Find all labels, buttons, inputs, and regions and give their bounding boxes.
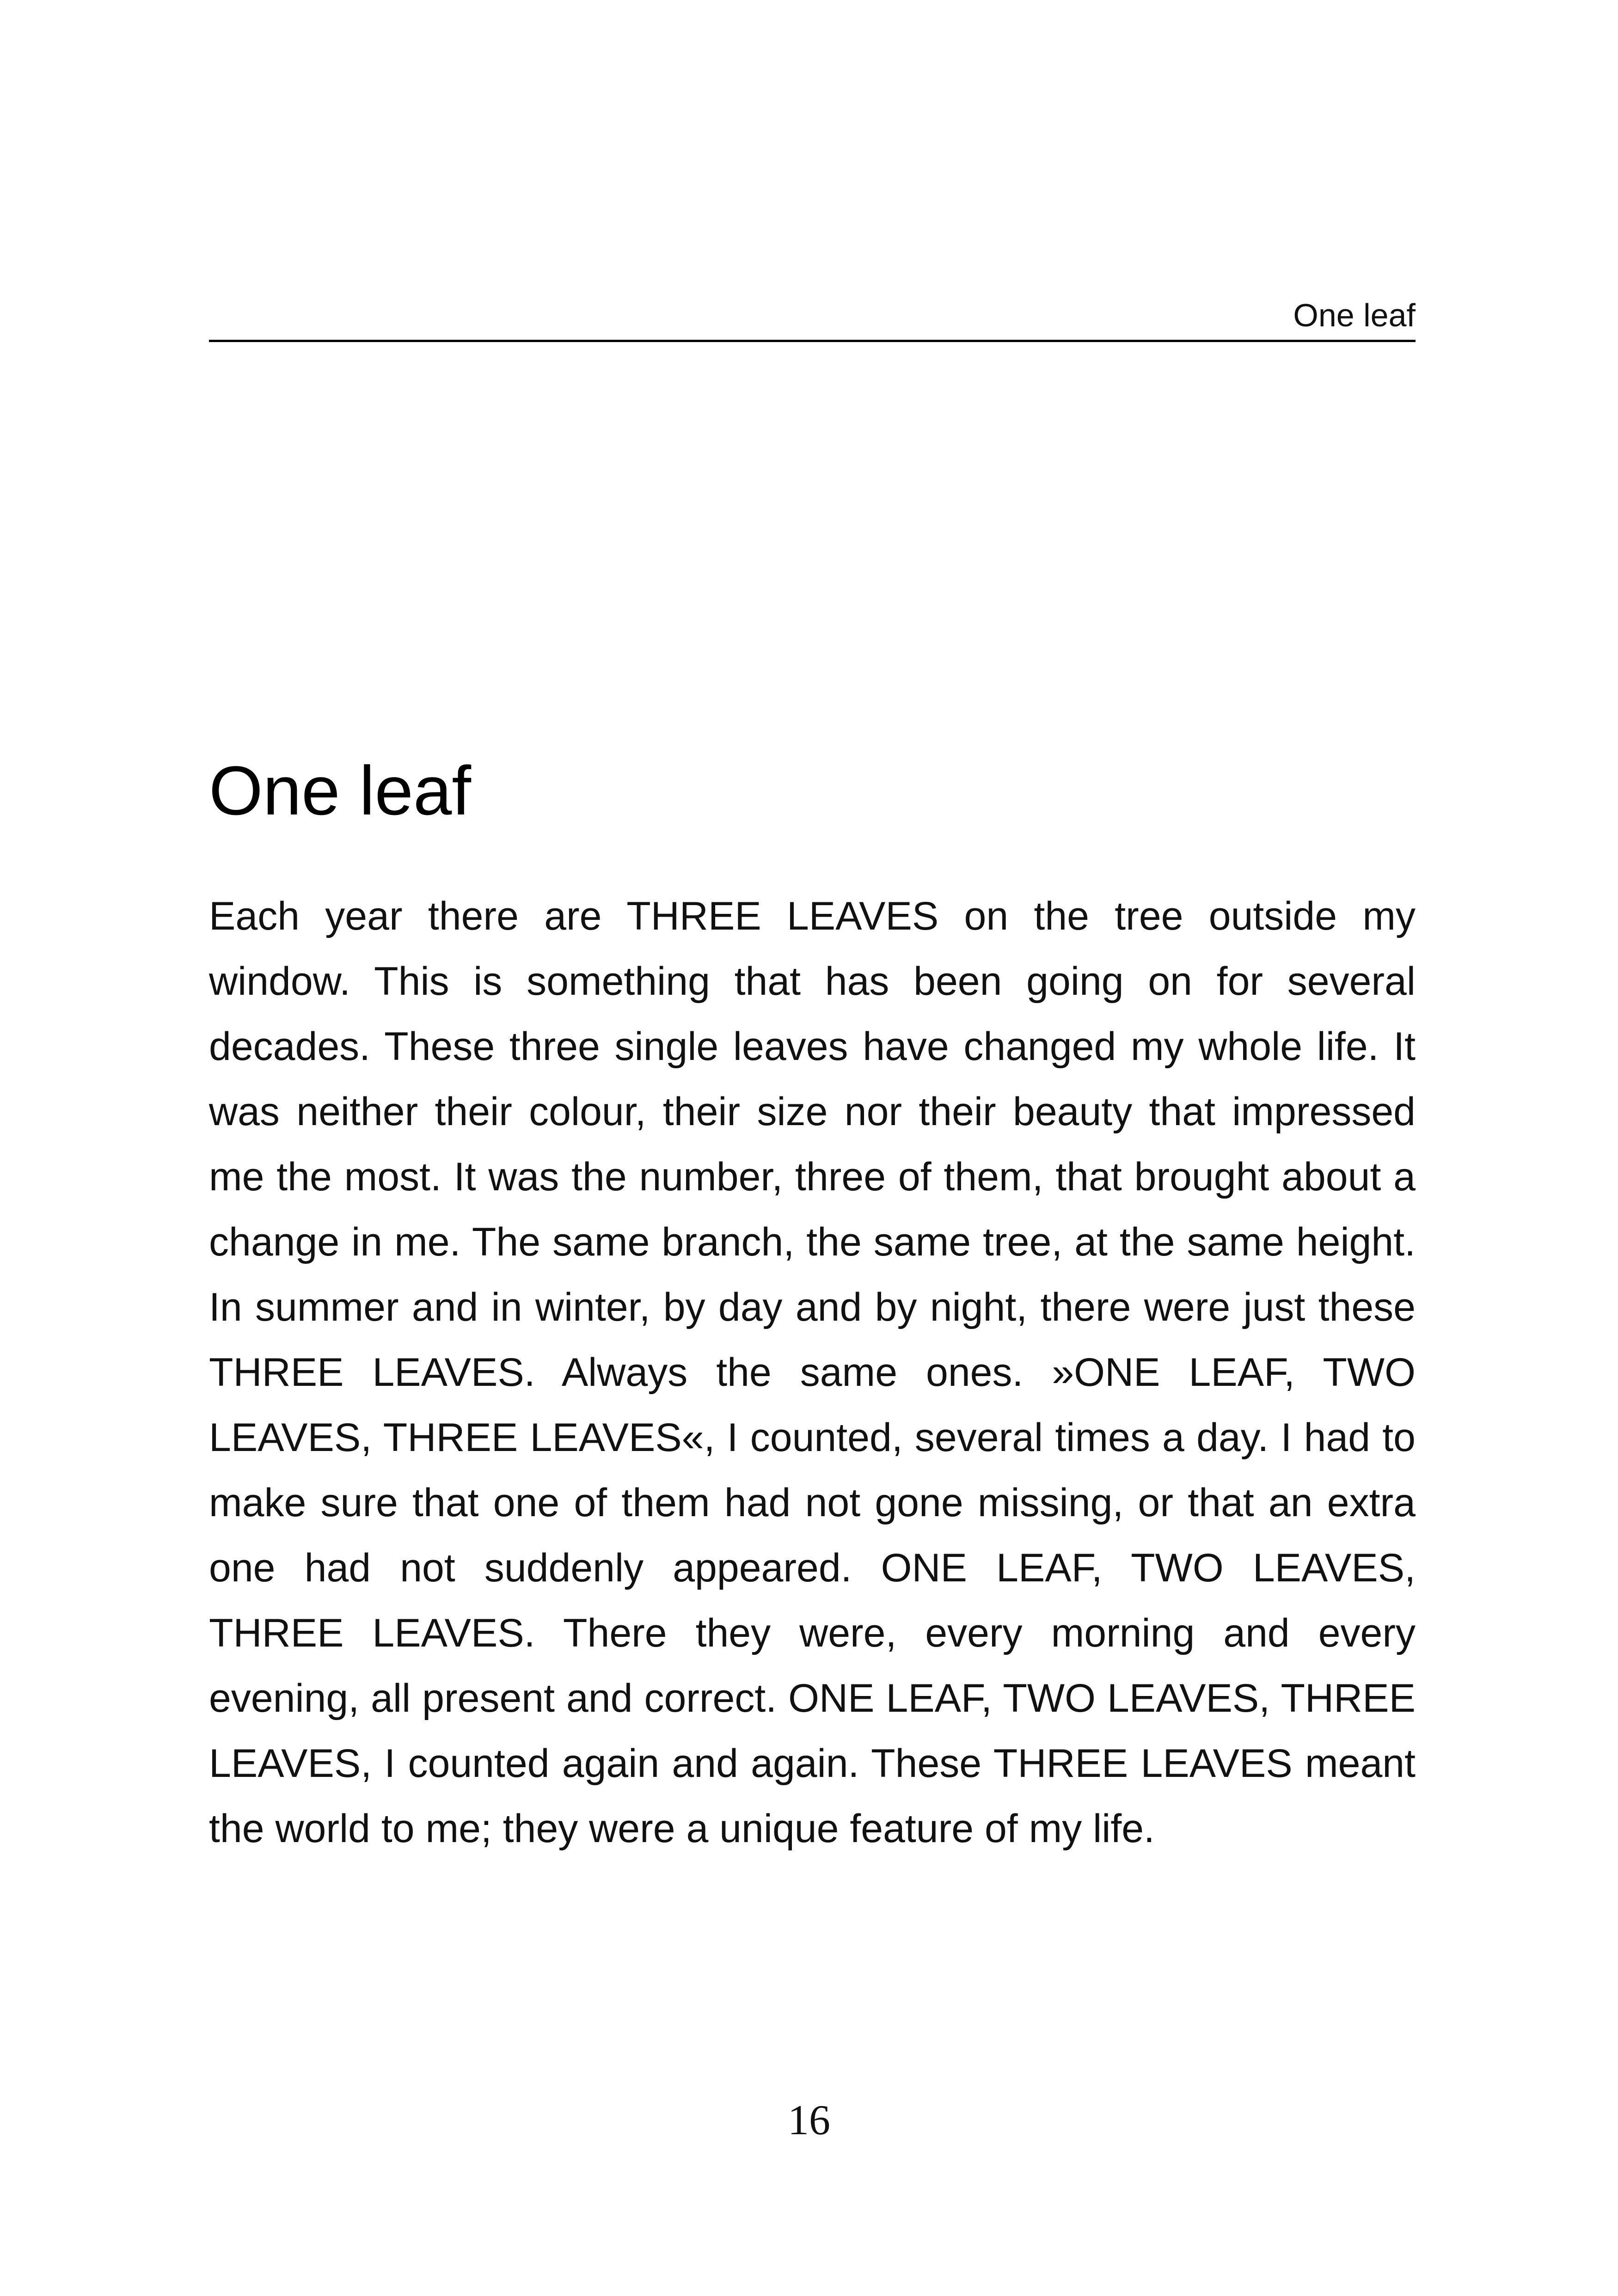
running-header [209, 287, 1416, 342]
running-header-title: One leaf [1293, 297, 1416, 333]
chapter-title: One leaf [209, 752, 472, 829]
chapter-body-paragraph: Each year there are THREE LEAVES on the tree outside my window. This is something that has been going on for several decades. These three single leaves have changed my whole life. It was neither their colour, their size nor their beauty that impressed me the most. It was the number, three of them, that brought about a change in me. The same branch, the same tree, at the same height. In summer and in winter, by day and by night, there were just these THREE LEAVES. Always the same ones. »ONE LEAF, TWO LEAVES, THREE LEAVES«, I counted, several times a day. I had to make sure that one of them had not gone missing, or that an extra one had not suddenly appeared. ONE LEAF, TWO LEAVES, THREE LEAVES. There they were, every morning and every evening, all present and correct. ONE LEAF, TWO LEAVES, THREE LEAVES, I counted again and again. These THREE LEAVES meant the world to me; they were a unique feature of my life. [209, 894, 1416, 1851]
page-number: 16 [788, 2096, 830, 2143]
